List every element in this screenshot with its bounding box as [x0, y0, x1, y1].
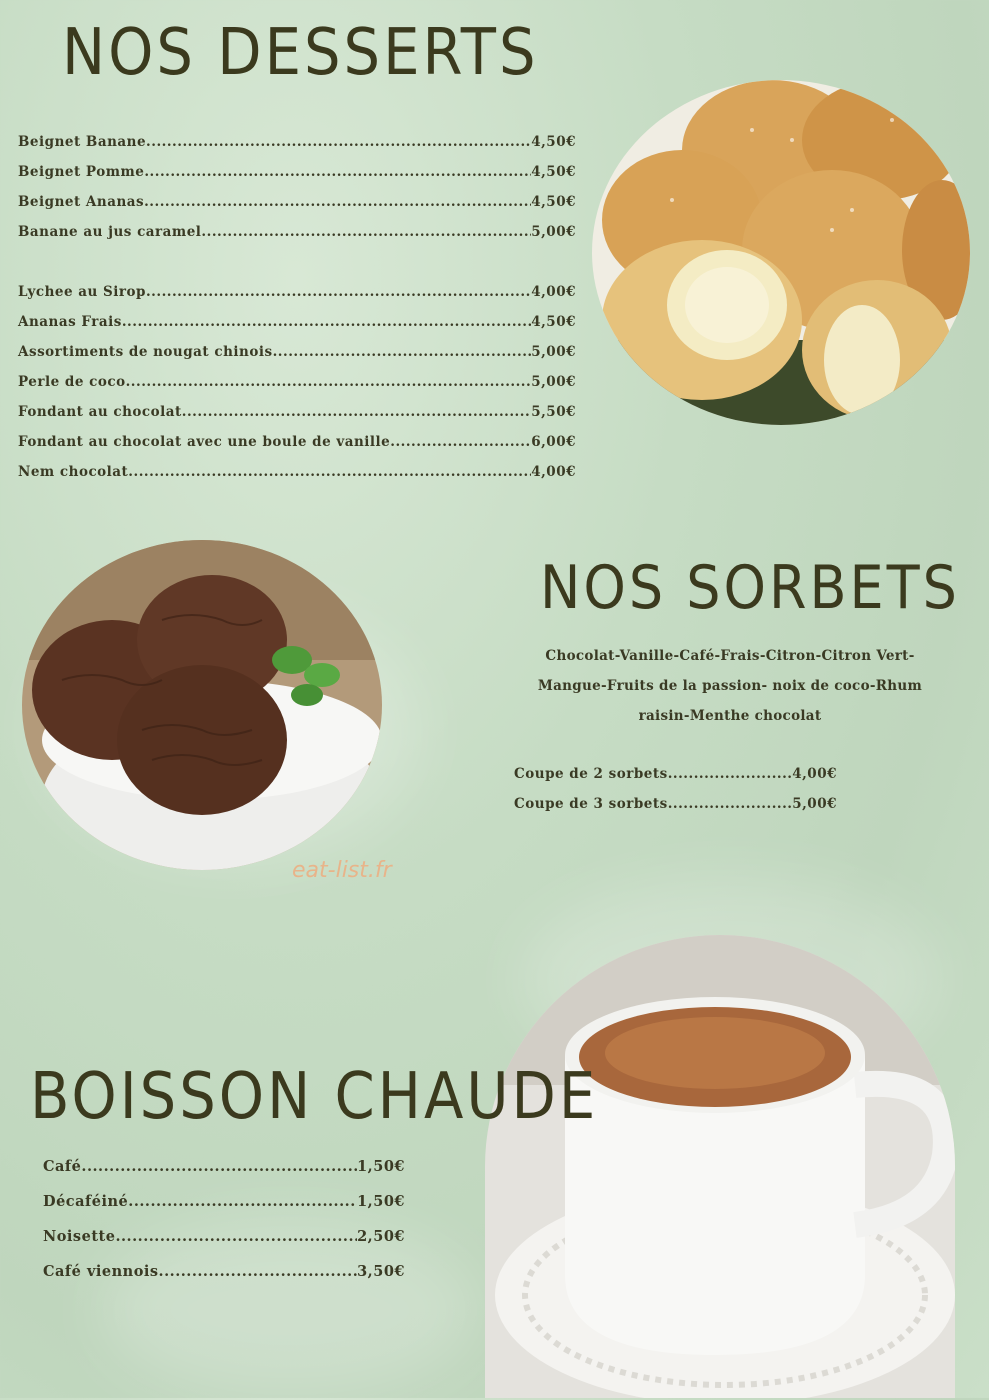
item-name: Beignet Banane	[18, 134, 147, 150]
item-price: 5,00€	[531, 224, 576, 240]
leader-dots	[122, 307, 531, 337]
menu-item	[43, 1149, 405, 1184]
item-name: Fondant au chocolat avec une boule de vanille	[18, 434, 391, 450]
item-name: Ananas Frais	[18, 314, 122, 330]
hot-drinks-title: BOISSON CHAUDE	[30, 1060, 599, 1134]
item-price: 5,00€	[531, 374, 576, 390]
item-price: 5,50€	[531, 404, 576, 420]
leader-dots	[128, 1184, 357, 1219]
menu-item	[43, 1219, 405, 1254]
leader-dots	[81, 1149, 357, 1184]
menu-item	[43, 1254, 405, 1289]
menu-item	[18, 427, 576, 457]
item-name: Banane au jus caramel	[18, 224, 202, 240]
item-price: 2,50€	[357, 1228, 405, 1245]
item-name: Perle de coco	[18, 374, 126, 390]
item-price: 3,50€	[357, 1263, 405, 1280]
menu-item	[18, 397, 576, 427]
leader-dots	[128, 457, 531, 487]
item-price: 4,50€	[531, 134, 576, 150]
item-price: 1,50€	[357, 1193, 405, 1210]
menu-item	[18, 277, 576, 307]
banana-fritters-photo	[592, 80, 970, 425]
item-price: 4,50€	[531, 314, 576, 330]
sorbet-flavors	[505, 641, 955, 731]
leader-dots	[668, 789, 793, 819]
menu-item	[43, 1184, 405, 1219]
item-name: Noisette	[43, 1228, 116, 1245]
flavor-line: raisin-Menthe chocolat	[638, 708, 822, 724]
item-name: Décaféiné	[43, 1193, 129, 1210]
item-price: 4,00€	[792, 766, 837, 782]
item-name: Assortiments de nougat chinois	[18, 344, 273, 360]
item-name: Café viennois	[43, 1263, 159, 1280]
leader-dots	[159, 1254, 358, 1289]
leader-dots	[668, 759, 793, 789]
menu-item	[18, 217, 576, 247]
item-name: Lychee au Sirop	[18, 284, 146, 300]
menu-item	[514, 759, 837, 789]
item-price: 4,00€	[531, 284, 576, 300]
sorbets-list	[514, 759, 837, 819]
menu-item	[514, 789, 837, 819]
menu-item	[18, 457, 576, 487]
leader-dots	[201, 217, 531, 247]
menu-item	[18, 307, 576, 337]
item-name: Coupe de 3 sorbets	[514, 796, 668, 812]
spacer	[18, 247, 576, 277]
menu-item	[18, 367, 576, 397]
item-name: Café	[43, 1158, 82, 1175]
item-name: Beignet Ananas	[18, 194, 145, 210]
item-name: Nem chocolat	[18, 464, 129, 480]
leader-dots	[144, 187, 531, 217]
leader-dots	[146, 127, 531, 157]
leader-dots	[273, 337, 532, 367]
item-price: 4,50€	[531, 194, 576, 210]
leader-dots	[390, 427, 531, 457]
desserts-title: NOS DESSERTS	[62, 16, 539, 90]
menu-item	[18, 187, 576, 217]
menu-item	[18, 337, 576, 367]
item-name: Fondant au chocolat	[18, 404, 182, 420]
desserts-list	[18, 127, 576, 487]
item-name: Beignet Pomme	[18, 164, 145, 180]
item-price: 4,50€	[531, 164, 576, 180]
item-price: 6,00€	[531, 434, 576, 450]
item-price: 1,50€	[357, 1158, 405, 1175]
item-price: 5,00€	[792, 796, 837, 812]
item-price: 4,00€	[531, 464, 576, 480]
watermark: eat-list.fr	[292, 858, 392, 883]
leader-dots	[146, 277, 531, 307]
menu-item	[18, 127, 576, 157]
leader-dots	[126, 367, 532, 397]
item-price: 5,00€	[531, 344, 576, 360]
leader-dots	[144, 157, 531, 187]
leader-dots	[182, 397, 531, 427]
hot-drinks-list	[43, 1149, 405, 1289]
sorbets-title: NOS SORBETS	[540, 553, 960, 623]
flavor-line: Chocolat-Vanille-Café-Frais-Citron-Citron Vert-	[545, 648, 915, 664]
item-name: Coupe de 2 sorbets	[514, 766, 668, 782]
flavor-line: Mangue-Fruits de la passion- noix de coco-Rhum	[537, 678, 923, 694]
leader-dots	[115, 1219, 357, 1254]
coffee-cup-photo	[485, 935, 955, 1398]
menu-item	[18, 157, 576, 187]
chocolate-ice-cream-photo	[22, 540, 382, 870]
